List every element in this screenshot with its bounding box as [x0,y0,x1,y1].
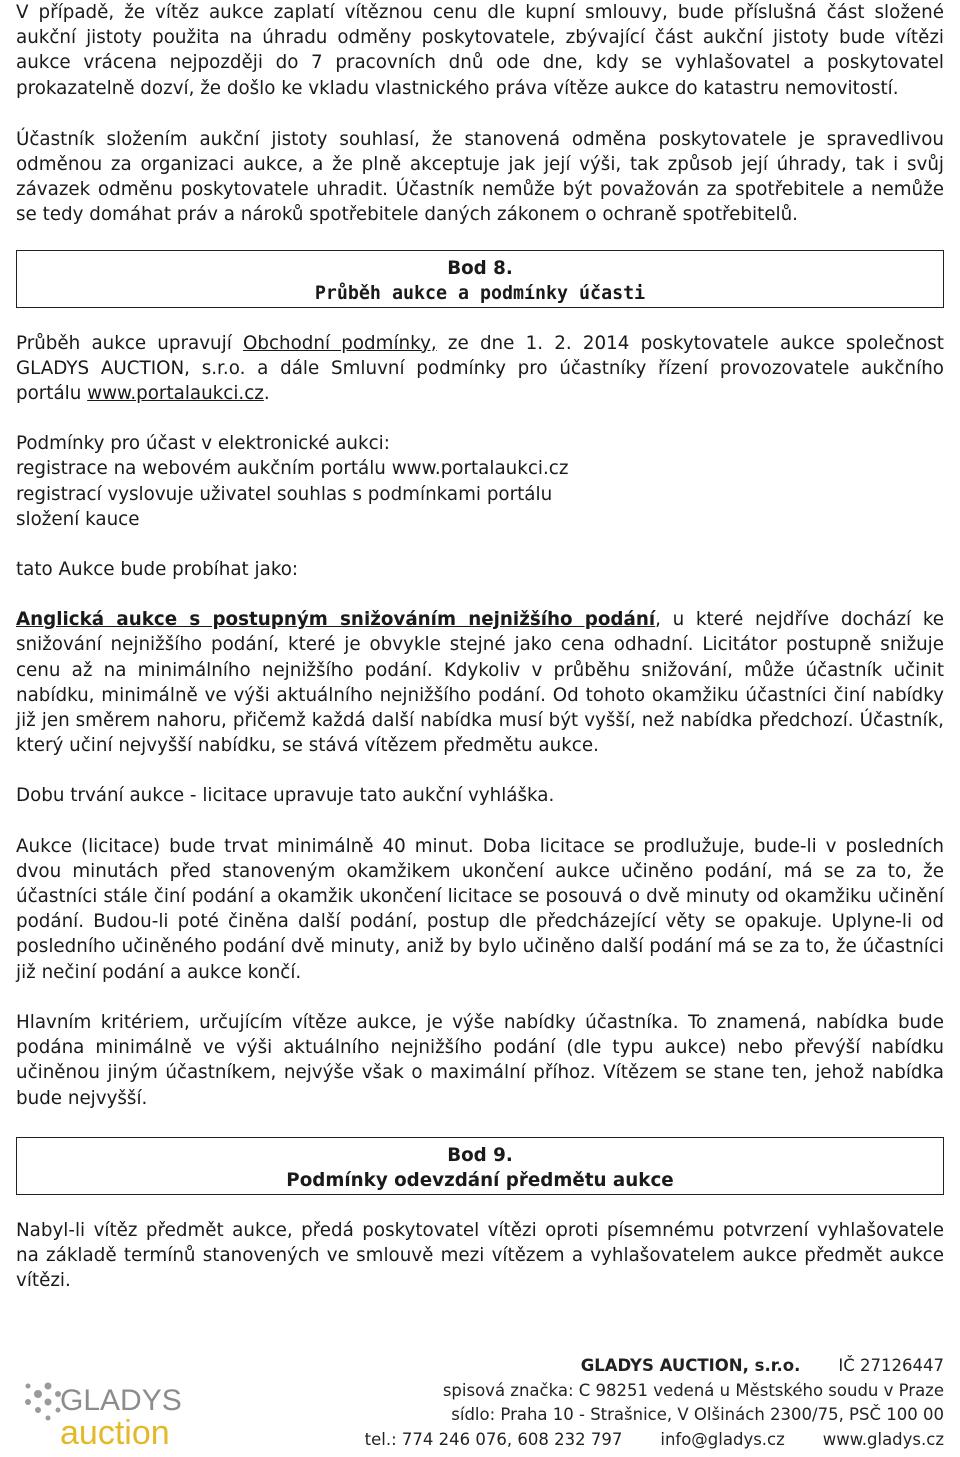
logo-subword: auction [60,1414,170,1452]
paragraph-auction-rules [16,331,944,407]
paragraph-duration-details: Aukce (licitace) bude trvat minimálně 40 minut. Doba licitace se prodlužuje, bude-li v posledních dvou minutách před stanoveným okamžikem ukončení aukce učiněno podání, má se za to, že účastníci stále činí podání a okamžik ukončení licitace se posouvá o dvě minuty od okamžiku učinění podání. Budou-li poté činěna další podání, postup dle předcházející věty se opakuje. Uplyne-li od posledního učiněného podání dvě minuty, aniž by bylo učiněno další podání má se za to, že účastníci již nečiní podání a aukce končí. [16,835,944,983]
conditions-heading: Podmínky pro účast v elektronické aukci: [16,433,390,455]
paragraph-english-auction [16,607,944,758]
section-title: Podmínky odevzdání předmětu aukce [286,1169,674,1191]
document-page [16,0,944,1293]
paragraph-participant-consent: Účastník složením aukční jistoty souhlasí, že stanovená odměna poskytovatele je spravedlivou odměnou za organizaci aukce, a že plně akceptuje jak její výši, tak způsob její úhrady, tak i svůj závazek odměnu poskytovatele uhradit. Účastník nemůže být považován za spotřebitele a nemůže se tedy domáhat práv a nároků spotřebitele daných zákonem o ochraně spotřebitelů. [16,128,944,226]
text-segment: . [263,383,270,405]
condition-item: registrace na webovém aukčním portálu www.portalaukci.cz [16,458,569,480]
company-file-number: spisová značka: C 98251 vedená u Městského soudu v Praze [442,1380,944,1400]
text-segment: ze dne 1. 2. 2014 poskytovatele aukce společnost GLADYS AUCTION, s.r.o. a dále Smluvní podmínky pro účastníky řízení provozovatele aukčního portálu [16,332,944,405]
company-logo [20,1372,200,1452]
auction-type-name: Anglická aukce s postupným snižováním nejnižšího podání [16,609,656,631]
company-address: sídlo: Praha 10 - Strašnice, V Olšinách 2300/75, PSČ 100 00 [451,1405,944,1424]
section-number: Bod 9. [447,1144,513,1166]
footer-row-company [365,1354,944,1379]
paragraph-handover: Nabyl-li vítěz předmět aukce, předá poskytovatel vítězi oproti písemnému potvrzení vyhlašovatele na základě termínů stanovených ve smlouvě mezi vítězem a vyhlašovatelem aukce předmět aukce vítězi. [16,1219,944,1292]
footer-row-contacts [365,1428,944,1453]
section-header-bod-9 [16,1137,944,1195]
text-segment: , u které nejdříve dochází ke snižování nejnižšího podání, které je obvykle stejné jako cena odhadní. Licitátor postupně snižuje cenu až na minimálního nejnižšího podání. Kdykoliv v průběhu snižování, může účastník učinit nabídku, minimálně ve výši aktuálního nejnižšího podání. Od tohoto okamžiku účastníci činí nabídky již jen směrem nahoru, přičemž každá další nabídka musí být vyšší, než nabídka předchozí. Účastník, který učiní nejvyšší nabídku, se stává vítězem předmětu aukce. [16,609,944,757]
paragraph-duration-rule: Dobu trvání aukce - licitace upravuje tato aukční vyhláška. [16,785,555,807]
section-header-bod-8 [16,250,944,308]
condition-item: složení kauce [16,508,140,530]
auction-type-intro: tato Aukce bude probíhat jako: [16,559,299,581]
paragraph-winner-criteria: Hlavním kritériem, určujícím vítěze aukce, je výše nabídky účastníka. To znamená, nabídka bude podána minimálně ve výši aktuálního nejnižšího podání (dle typu aukce) nebo převýší nabídku učiněnou jiným účastníkem, nejvýše však o maximální příhoz. Vítězem se stane ten, jehož nabídka bude nejvyšší. [16,1011,944,1109]
paragraph-deposit-return: V případě, že vítěz aukce zaplatí vítěznou cenu dle kupní smlouvy, bude příslušná část složené aukční jistoty použita na úhradu odměny poskytovatele, zbývající část aukční jistoty bude vítězi aukce vrácena nejpozději do 7 pracovních dnů ode dne, kdy se vyhlašovatel a poskytovatel prokazatelně dozví, že došlo ke vkladu vlastnického práva vítěze aukce do katastru nemovitostí. [16,2,944,99]
text-segment: Průběh aukce upravují [16,332,243,354]
company-name: GLADYS AUCTION, s.r.o. [580,1356,801,1375]
section-number: Bod 8. [447,257,513,279]
logo-wordmark: GLADYS [60,1384,182,1417]
portal-link[interactable]: www.portalaukci.cz [87,383,264,405]
gladys-logo-icon [20,1372,200,1452]
company-phone: tel.: 774 246 076, 608 232 797 [364,1429,623,1449]
company-email[interactable]: info@gladys.cz [660,1429,785,1449]
company-ico: IČ 27126447 [838,1356,944,1375]
section-title: Průběh aukce a podmínky účasti [314,282,646,304]
footer-contact-block [365,1354,944,1452]
condition-item: registrací vyslovuje uživatel souhlas s podmínkami portálu [16,483,553,505]
company-web[interactable]: www.gladys.cz [822,1429,944,1449]
participation-conditions [16,431,944,532]
terms-link[interactable]: Obchodní podmínky, [242,332,437,354]
page-footer [0,1352,960,1456]
